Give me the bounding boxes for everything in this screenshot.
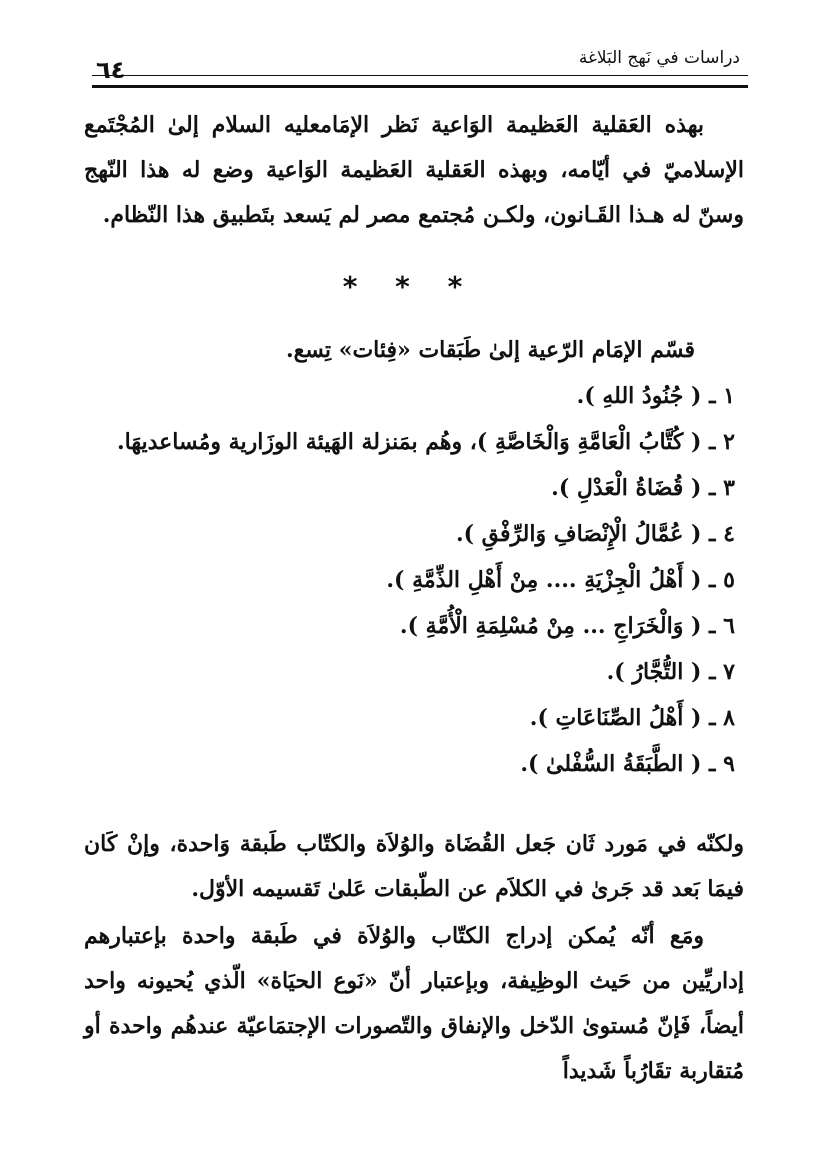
header-rule-thick — [92, 85, 748, 88]
list-item: ٢ ـ ( كُتَّابُ الْعَامَّةِ وَالْخَاصَّةِ )، وهُم بمَنزلة الهَيئة الوزَارية ومُساعديهَا. — [116, 429, 735, 455]
header-rule-thin — [92, 75, 748, 76]
paragraph-top-text: بهذه العَقلية العَظيمة الوَاعية نَظر الإمَامعليه السلام إلىٰ المُجْتَمع الإسلاميّ في أيّامه، وبهذه العَقلية العَظيمة الوَاعية وضع له هذا النّهج وسنّ له هـذا القَـانون، ولكـن مُجتمع مصر لم يَسعد بتَطبيق هذا النّظام. — [84, 112, 744, 228]
running-header — [92, 44, 744, 82]
book-title: دراسات في نَهج البَلاغة — [578, 48, 740, 68]
section-separator: * * * — [342, 270, 477, 303]
list-item: ٦ ـ ( وَالْخَرَاجِ ... مِنْ مُسْلِمَةِ الْأُمَّةِ ). — [399, 613, 735, 639]
list-item: ١ ـ ( جُنُودُ اللهِ ). — [576, 383, 735, 409]
classes-section — [75, 327, 735, 787]
paragraph-2 — [84, 822, 744, 912]
list-item: ٤ ـ ( عُمَّالُ الْإِنْصَافِ وَالرِّفْقِ ). — [455, 521, 735, 547]
list-item: ٩ ـ ( الطَّبَقَةُ السُّفْلىٰ ). — [520, 751, 735, 777]
page-number: ٦٤ — [96, 56, 126, 84]
list-item: ٣ ـ ( قُضَاةُ الْعَدْلِ ). — [551, 475, 735, 501]
paragraph-top — [84, 103, 744, 238]
classes-list — [75, 373, 735, 787]
list-item: ٧ ـ ( التُّجَّارُ ). — [606, 659, 735, 685]
classes-intro: قسّم الإمَام الرّعية إلىٰ طَبَقات «فِئات» تِسع. — [285, 337, 695, 363]
paragraph-3 — [84, 914, 744, 1094]
paragraph-2-text: ولكنّه في مَورد ثَان جَعل القُضَاة والوُلاَة والكتّاب طَبقة وَاحدة، وإنْ كَان فيمَا بَعد قد جَرىٰ في الكلاَم عن الطّبقات عَلىٰ تَقسيمه الأوّل. — [84, 831, 744, 902]
paragraph-3-text: ومَع أنّه يُمكن إدراج الكتّاب والوُلاَة في طَبقة واحدة بإعتبارهم إداريِّين من حَيث الوظِيفة، وبإعتبار أنّ «نَوع الحيَاة» الّذي يُحيونه واحد أيضاً، فَإنّ مُستوىٰ الدّخل والإنفاق والتّصورات الإجتمَاعيّة عندهُم واحدة أو مُتقاربة تقَارُباً شَديداً — [84, 923, 744, 1084]
list-item: ٨ ـ ( أَهْلُ الصِّنَاعَاتِ ). — [529, 705, 735, 731]
list-item: ٥ ـ ( أَهْلُ الْجِزْيَةِ .... مِنْ أَهْلِ الذِّمَّةِ ). — [386, 567, 735, 593]
